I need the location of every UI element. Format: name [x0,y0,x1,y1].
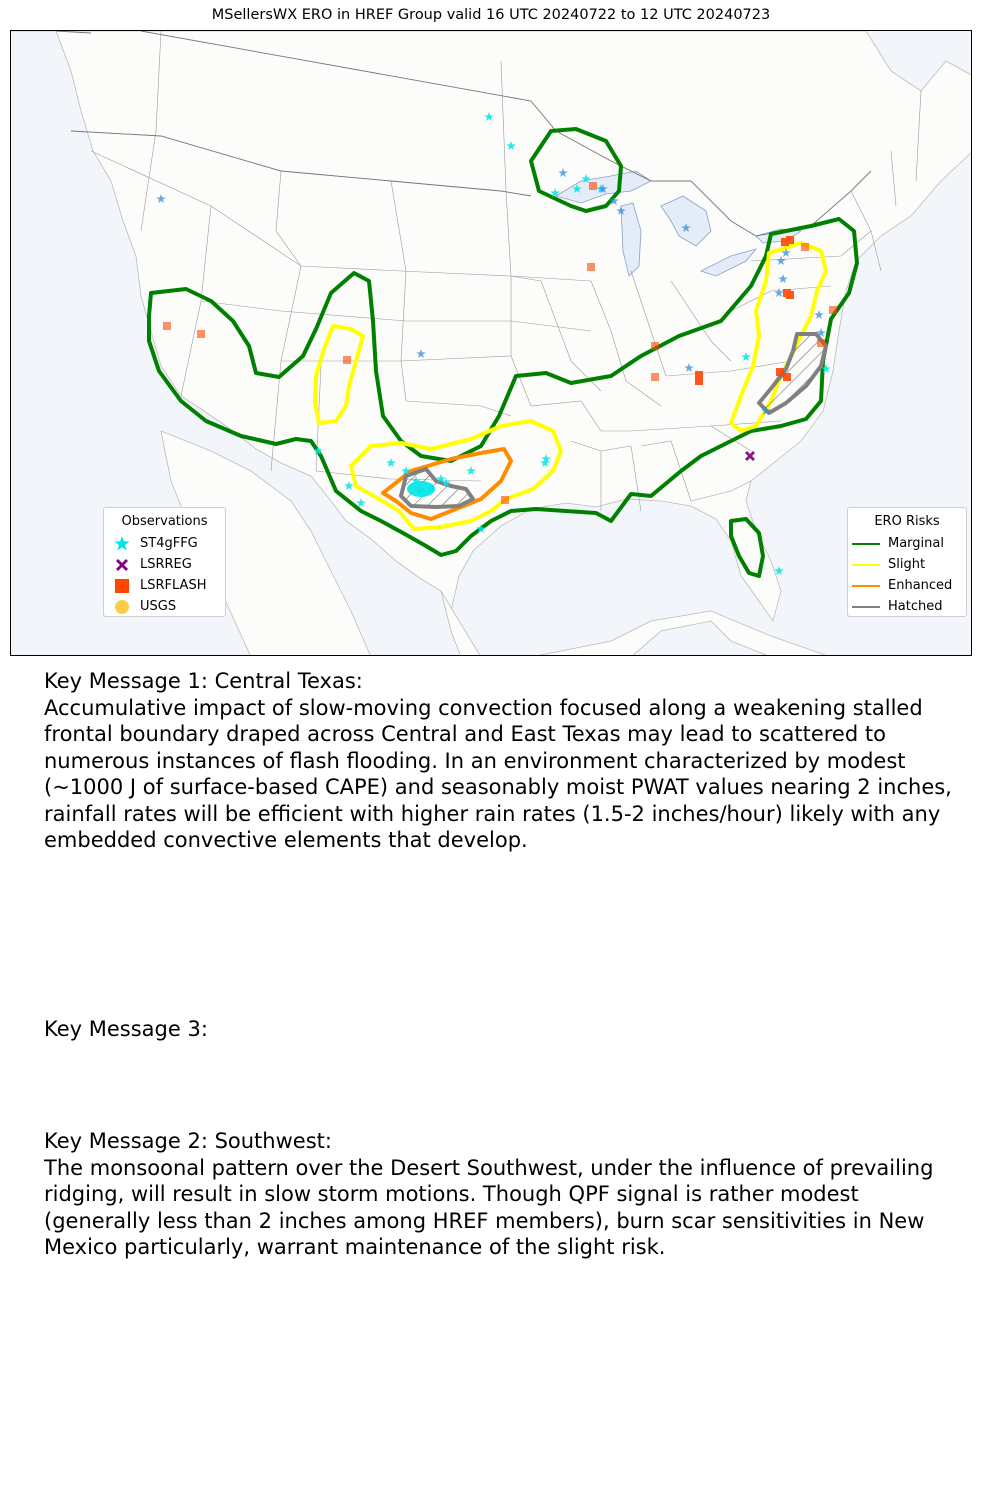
map-title: MSellersWX ERO in HREF Group valid 16 UTC 20240722 to 12 UTC 20240723 [211,7,771,23]
slight-line-icon [852,564,880,566]
observations-legend-title: Observations [121,514,208,529]
ero-risks-legend [847,507,967,617]
key-message-1-heading: Key Message 1: Central Texas: [44,669,363,693]
marginal-line-icon [852,543,880,545]
legend-item-enhanced [848,575,966,596]
legend-label-marginal: Marginal [888,536,944,551]
legend-item-lsrflash [104,575,225,596]
hatched-line-icon [852,606,880,608]
legend-label-enhanced: Enhanced [888,578,953,593]
legend-item-usgs [104,596,225,617]
legend-item-slight [848,554,966,575]
key-message-3-heading: Key Message 3: [44,1017,208,1041]
legend-label-hatched: Hatched [888,599,943,614]
key-message-2-body: The monsoonal pattern over the Desert Southwest, under the influence of prevailing ridging, will result in slow storm motions. Though QPF signal is rather modest (generally less than 2 inches among HREF members), burn scar sensitivities in New Mexico particularly, warrant maintenance of the slight risk. [44,1155,934,1259]
legend-label-usgs: USGS [140,599,177,614]
enhanced-line-icon [852,585,880,587]
legend-item-hatched [848,596,966,617]
key-message-3 [44,1016,964,1043]
st4gffg-cluster [407,481,435,497]
legend-label-lsrreg: LSRREG [140,557,192,572]
key-message-2-heading: Key Message 2: Southwest: [44,1129,332,1153]
key-message-1-body: Accumulative impact of slow-moving convection focused along a weakening stalled frontal boundary draped across Central and East Texas may lead to scattered to numerous instances of flash flooding. In an environment characterized by modest (~1000 J of surface-based CAPE) and seasonably moist PWAT values nearing 2 inches, rainfall rates will be efficient with higher rain rates (1.5-2 inches/hour) likely with any embedded convective elements that develop. [44,695,952,852]
legend-item-marginal [848,533,966,554]
legend-item-st4gffg [104,533,225,554]
legend-label-lsrflash: LSRFLASH [140,578,207,593]
key-message-2 [44,1128,964,1261]
x-icon [104,557,140,573]
legend-item-lsrreg [104,554,225,575]
square-icon [104,578,140,594]
observations-legend [103,507,226,617]
legend-label-st4gffg: ST4gFFG [140,536,198,551]
ero-legend-title: ERO Risks [874,514,940,529]
legend-label-slight: Slight [888,557,926,572]
circle-icon [104,599,140,615]
star-icon [104,535,140,553]
key-message-1 [44,668,964,854]
